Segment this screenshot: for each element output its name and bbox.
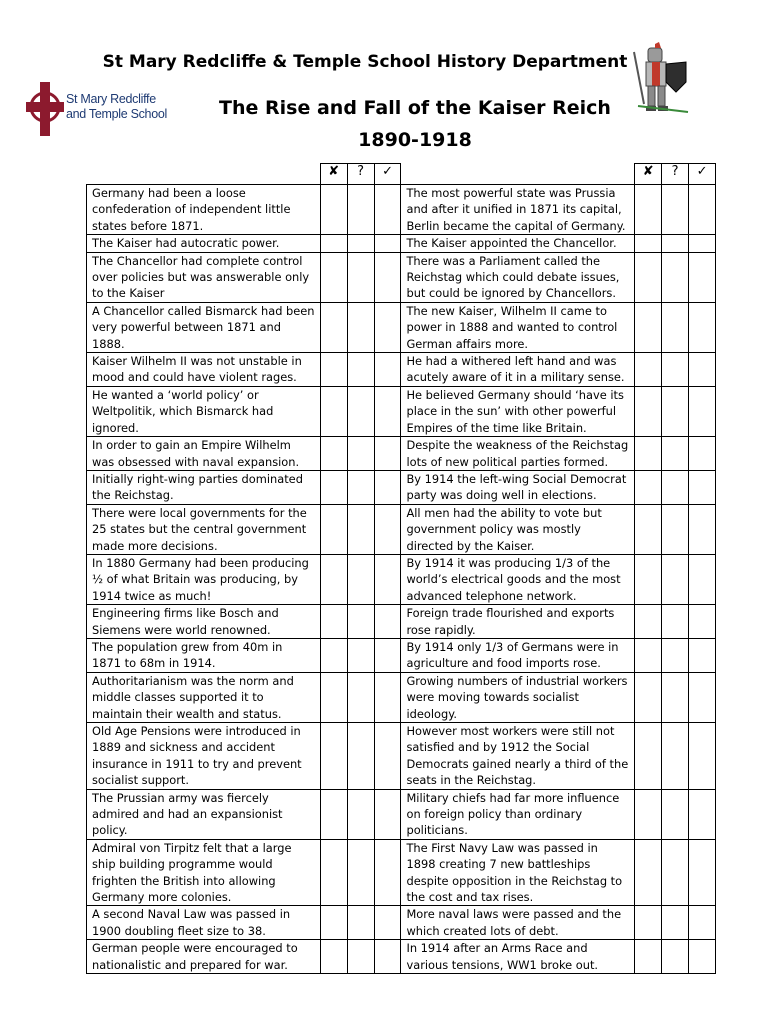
department-heading: St Mary Redcliffe & Temple School History Department <box>102 52 628 72</box>
cross-checkbox[interactable] <box>320 638 347 672</box>
tick-checkbox[interactable] <box>689 302 716 352</box>
cross-checkbox[interactable] <box>635 906 662 940</box>
unsure-checkbox[interactable] <box>662 235 689 252</box>
unsure-checkbox[interactable] <box>347 504 374 554</box>
table-row <box>87 554 716 604</box>
unsure-checkbox[interactable] <box>662 353 689 387</box>
unsure-checkbox[interactable] <box>347 235 374 252</box>
unsure-checkbox[interactable] <box>662 504 689 554</box>
cross-checkbox[interactable] <box>320 252 347 302</box>
statement-left: Initially right-wing parties dominated the Reichstag. <box>87 470 321 504</box>
table-row <box>87 723 716 790</box>
table-row <box>87 252 716 302</box>
cross-checkbox[interactable] <box>635 672 662 722</box>
cross-checkbox[interactable] <box>635 437 662 471</box>
tick-checkbox[interactable] <box>689 437 716 471</box>
tick-column-header: ✓ <box>374 164 401 185</box>
table-row <box>87 470 716 504</box>
unsure-checkbox[interactable] <box>347 386 374 436</box>
cross-checkbox[interactable] <box>320 672 347 722</box>
tick-checkbox[interactable] <box>689 353 716 387</box>
table-row <box>87 839 716 906</box>
cross-checkbox[interactable] <box>635 504 662 554</box>
unsure-checkbox[interactable] <box>347 906 374 940</box>
tick-checkbox[interactable] <box>689 235 716 252</box>
tick-checkbox[interactable] <box>374 470 401 504</box>
tick-checkbox[interactable] <box>374 504 401 554</box>
unsure-checkbox[interactable] <box>662 789 689 839</box>
unsure-checkbox[interactable] <box>662 672 689 722</box>
statement-right: He believed Germany should ‘have its place in the sun’ with other powerful Empires of the time like Britain. <box>401 386 635 436</box>
cross-checkbox[interactable] <box>635 723 662 790</box>
unsure-checkbox[interactable] <box>347 353 374 387</box>
table-row <box>87 437 716 471</box>
unsure-column-header: ? <box>347 164 374 185</box>
cross-checkbox[interactable] <box>320 437 347 471</box>
table-row <box>87 672 716 722</box>
table-row <box>87 302 716 352</box>
cross-checkbox[interactable] <box>320 302 347 352</box>
tick-checkbox[interactable] <box>374 302 401 352</box>
unsure-checkbox[interactable] <box>662 638 689 672</box>
tick-checkbox[interactable] <box>374 672 401 722</box>
cross-checkbox[interactable] <box>320 353 347 387</box>
statement-left: German people were encouraged to nationalistic and prepared for war. <box>87 940 321 974</box>
unsure-checkbox[interactable] <box>347 672 374 722</box>
statement-table <box>86 163 716 974</box>
cross-checkbox[interactable] <box>320 906 347 940</box>
statement-right: However most workers were still not satisfied and by 1912 the Social Democrats gained nearly a third of the seats in the Reichstag. <box>401 723 635 790</box>
tick-checkbox[interactable] <box>689 638 716 672</box>
tick-checkbox[interactable] <box>689 906 716 940</box>
tick-checkbox[interactable] <box>374 605 401 639</box>
table-header-row <box>87 164 716 185</box>
unsure-checkbox[interactable] <box>662 940 689 974</box>
tick-checkbox[interactable] <box>374 353 401 387</box>
unsure-checkbox[interactable] <box>662 252 689 302</box>
unsure-checkbox[interactable] <box>662 554 689 604</box>
table-row <box>87 940 716 974</box>
knight-icon <box>628 42 692 114</box>
tick-checkbox[interactable] <box>374 185 401 235</box>
tick-checkbox[interactable] <box>689 386 716 436</box>
cross-checkbox[interactable] <box>320 185 347 235</box>
unsure-column-header: ? <box>662 164 689 185</box>
statement-left: In 1880 Germany had been producing ½ of what Britain was producing, by 1914 twice as much! <box>87 554 321 604</box>
cross-checkbox[interactable] <box>635 386 662 436</box>
unsure-checkbox[interactable] <box>662 437 689 471</box>
tick-checkbox[interactable] <box>689 789 716 839</box>
statement-left: A second Naval Law was passed in 1900 doubling fleet size to 38. <box>87 906 321 940</box>
tick-checkbox[interactable] <box>689 554 716 604</box>
cross-checkbox[interactable] <box>635 940 662 974</box>
cross-checkbox[interactable] <box>320 235 347 252</box>
statement-right: Military chiefs had far more influence on foreign policy than ordinary politicians. <box>401 789 635 839</box>
statement-left: Germany had been a loose confederation of independent little states before 1871. <box>87 185 321 235</box>
unsure-checkbox[interactable] <box>662 839 689 906</box>
statement-left: He wanted a ‘world policy’ or Weltpolitik, which Bismarck had ignored. <box>87 386 321 436</box>
statement-right: By 1914 it was producing 1/3 of the world’s electrical goods and the most advanced telephone network. <box>401 554 635 604</box>
cross-checkbox[interactable] <box>320 504 347 554</box>
cross-checkbox[interactable] <box>635 470 662 504</box>
unsure-checkbox[interactable] <box>347 470 374 504</box>
cross-checkbox[interactable] <box>635 839 662 906</box>
tick-checkbox[interactable] <box>689 185 716 235</box>
tick-checkbox[interactable] <box>689 605 716 639</box>
cross-emblem-icon <box>26 80 66 138</box>
cross-checkbox[interactable] <box>635 554 662 604</box>
statement-right: More naval laws were passed and the which created lots of debt. <box>401 906 635 940</box>
unsure-checkbox[interactable] <box>347 302 374 352</box>
cross-column-header: ✘ <box>635 164 662 185</box>
table-row <box>87 185 716 235</box>
tick-checkbox[interactable] <box>689 504 716 554</box>
cross-checkbox[interactable] <box>320 839 347 906</box>
cross-checkbox[interactable] <box>635 789 662 839</box>
cross-checkbox[interactable] <box>635 235 662 252</box>
table-row <box>87 353 716 387</box>
unsure-checkbox[interactable] <box>662 302 689 352</box>
unsure-checkbox[interactable] <box>347 605 374 639</box>
table-row <box>87 906 716 940</box>
statement-left: Admiral von Tirpitz felt that a large ship building programme would frighten the British into allowing Germany more colonies. <box>87 839 321 906</box>
unsure-checkbox[interactable] <box>662 470 689 504</box>
unsure-checkbox[interactable] <box>347 839 374 906</box>
unsure-checkbox[interactable] <box>347 789 374 839</box>
tick-checkbox[interactable] <box>689 470 716 504</box>
unsure-checkbox[interactable] <box>347 185 374 235</box>
statement-left: The Chancellor had complete control over policies but was answerable only to the Kaiser <box>87 252 321 302</box>
table-row <box>87 789 716 839</box>
cross-checkbox[interactable] <box>635 185 662 235</box>
tick-checkbox[interactable] <box>689 940 716 974</box>
school-logo <box>26 80 176 138</box>
cross-checkbox[interactable] <box>635 302 662 352</box>
statement-left: Engineering firms like Bosch and Siemens were world renowned. <box>87 605 321 639</box>
unsure-checkbox[interactable] <box>347 554 374 604</box>
statement-right: The First Navy Law was passed in 1898 creating 7 new battleships despite opposition in the Reichstag to the cost and tax rises. <box>401 839 635 906</box>
cross-checkbox[interactable] <box>635 252 662 302</box>
statement-right: All men had the ability to vote but government policy was mostly directed by the Kaiser. <box>401 504 635 554</box>
table-row <box>87 605 716 639</box>
cross-checkbox[interactable] <box>320 789 347 839</box>
tick-checkbox[interactable] <box>374 554 401 604</box>
tick-checkbox[interactable] <box>374 638 401 672</box>
tick-checkbox[interactable] <box>689 839 716 906</box>
table-row <box>87 386 716 436</box>
cross-checkbox[interactable] <box>320 605 347 639</box>
statement-left: Kaiser Wilhelm II was not unstable in mood and could have violent rages. <box>87 353 321 387</box>
cross-column-header: ✘ <box>320 164 347 185</box>
tick-checkbox[interactable] <box>689 723 716 790</box>
cross-checkbox[interactable] <box>320 386 347 436</box>
cross-checkbox[interactable] <box>635 605 662 639</box>
statement-right: The Kaiser appointed the Chancellor. <box>401 235 635 252</box>
cross-checkbox[interactable] <box>320 940 347 974</box>
statement-left: The Prussian army was fiercely admired and had an expansionist policy. <box>87 789 321 839</box>
statement-left: A Chancellor called Bismarck had been very powerful between 1871 and 1888. <box>87 302 321 352</box>
statement-left: Old Age Pensions were introduced in 1889 and sickness and accident insurance in 1911 to try and prevent socialist support. <box>87 723 321 790</box>
statement-left: Authoritarianism was the norm and middle classes supported it to maintain their wealth and status. <box>87 672 321 722</box>
unsure-checkbox[interactable] <box>347 638 374 672</box>
cross-checkbox[interactable] <box>635 638 662 672</box>
statement-right: Despite the weakness of the Reichstag lots of new political parties formed. <box>401 437 635 471</box>
cross-checkbox[interactable] <box>320 470 347 504</box>
logo-text: St Mary Redcliffe and Temple School <box>66 92 167 121</box>
cross-checkbox[interactable] <box>635 353 662 387</box>
unsure-checkbox[interactable] <box>662 605 689 639</box>
page-title: The Rise and Fall of the Kaiser Reich 1890-1918 <box>219 97 611 151</box>
tick-column-header: ✓ <box>689 164 716 185</box>
cross-checkbox[interactable] <box>320 723 347 790</box>
tick-checkbox[interactable] <box>374 906 401 940</box>
unsure-checkbox[interactable] <box>347 723 374 790</box>
tick-checkbox[interactable] <box>374 252 401 302</box>
statement-right: He had a withered left hand and was acutely aware of it in a military sense. <box>401 353 635 387</box>
tick-checkbox[interactable] <box>374 386 401 436</box>
statement-right: By 1914 only 1/3 of Germans were in agriculture and food imports rose. <box>401 638 635 672</box>
tick-checkbox[interactable] <box>374 723 401 790</box>
statement-right: Foreign trade flourished and exports rose rapidly. <box>401 605 635 639</box>
statement-right: The most powerful state was Prussia and after it unified in 1871 its capital, Berlin became the capital of Germany. <box>401 185 635 235</box>
tick-checkbox[interactable] <box>374 789 401 839</box>
tick-checkbox[interactable] <box>374 235 401 252</box>
unsure-checkbox[interactable] <box>347 437 374 471</box>
statement-left: The Kaiser had autocratic power. <box>87 235 321 252</box>
unsure-checkbox[interactable] <box>662 723 689 790</box>
unsure-checkbox[interactable] <box>662 386 689 436</box>
table-row <box>87 504 716 554</box>
statement-right: The new Kaiser, Wilhelm II came to power in 1888 and wanted to control German affairs more. <box>401 302 635 352</box>
unsure-checkbox[interactable] <box>347 940 374 974</box>
tick-checkbox[interactable] <box>374 940 401 974</box>
tick-checkbox[interactable] <box>689 672 716 722</box>
unsure-checkbox[interactable] <box>662 185 689 235</box>
cross-checkbox[interactable] <box>320 554 347 604</box>
tick-checkbox[interactable] <box>374 437 401 471</box>
statement-right: Growing numbers of industrial workers were moving towards socialist ideology. <box>401 672 635 722</box>
statement-left: The population grew from 40m in 1871 to 68m in 1914. <box>87 638 321 672</box>
statement-left: In order to gain an Empire Wilhelm was obsessed with naval expansion. <box>87 437 321 471</box>
statement-right: In 1914 after an Arms Race and various tensions, WW1 broke out. <box>401 940 635 974</box>
statement-left: There were local governments for the 25 states but the central government made more decisions. <box>87 504 321 554</box>
table-row <box>87 638 716 672</box>
statement-right: By 1914 the left-wing Social Democrat party was doing well in elections. <box>401 470 635 504</box>
unsure-checkbox[interactable] <box>347 252 374 302</box>
unsure-checkbox[interactable] <box>662 906 689 940</box>
statement-right: There was a Parliament called the Reichstag which could debate issues, but could be ignored by Chancellors. <box>401 252 635 302</box>
tick-checkbox[interactable] <box>374 839 401 906</box>
tick-checkbox[interactable] <box>689 252 716 302</box>
table-row <box>87 235 716 252</box>
